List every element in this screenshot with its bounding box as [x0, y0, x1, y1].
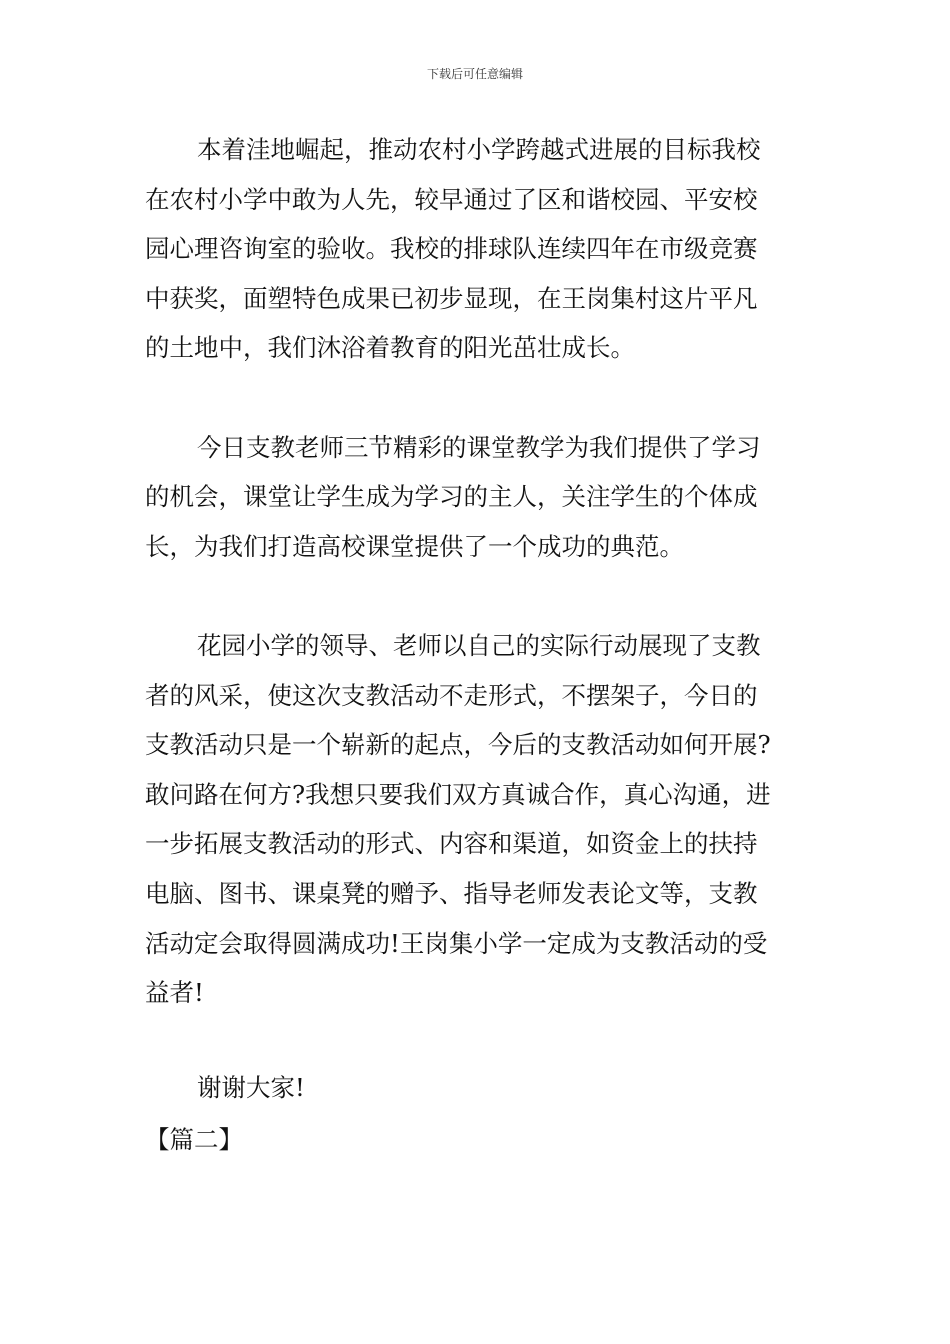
page-header: 下载后可任意编辑: [426, 67, 523, 81]
paragraph-spacer: [145, 571, 817, 621]
document-body: [145, 125, 817, 1112]
text-line: 支教活动只是一个崭新的起点，今后的支教活动如何开展?: [145, 730, 771, 760]
text-line: 本着洼地崛起，推动农村小学跨越式进展的目标我校: [197, 135, 761, 164]
text-line: 的土地中，我们沐浴着教育的阳光茁壮成长。: [145, 333, 635, 363]
text-line: 益者!: [145, 978, 204, 1008]
text-line: 电脑、图书、课桌凳的赠予、指导老师发表论文等，支教: [145, 878, 758, 908]
paragraph: [145, 423, 817, 572]
text-line: 的机会，课堂让学生成为学习的主人，关注学生的个体成: [145, 482, 758, 512]
text-line: 敢问路在何方?我想只要我们双方真诚合作，真心沟通，进: [145, 779, 771, 809]
paragraph: [145, 621, 817, 1018]
paragraph-spacer: [145, 1018, 817, 1063]
text-line: 长，为我们打造高校课堂提供了一个成功的典范。: [145, 531, 684, 561]
text-line: 园心理咨询室的验收。我校的排球队连续四年在市级竞赛: [145, 234, 758, 264]
closing-line: 谢谢大家!: [197, 1072, 305, 1102]
text-line: 活动定会取得圆满成功!王岗集小学一定成为支教活动的受: [145, 928, 768, 958]
text-line: 在农村小学中敢为人先，较早通过了区和谐校园、平安校: [145, 184, 758, 214]
paragraph: [145, 1063, 817, 1113]
text-line: 者的风采，使这次支教活动不走形式，不摆架子，今日的: [145, 680, 758, 710]
text-line: 中获奖，面塑特色成果已初步显现，在王岗集村这片平凡: [145, 283, 758, 313]
paragraph: [145, 125, 817, 373]
text-line: 一步拓展支教活动的形式、内容和渠道，如资金上的扶持: [145, 829, 758, 859]
paragraph-spacer: [145, 373, 817, 423]
section-title: 【篇二】: [145, 1125, 243, 1154]
text-line: 花园小学的领导、老师以自己的实际行动展现了支教: [197, 630, 761, 660]
text-line: 今日支教老师三节精彩的课堂教学为我们提供了学习: [197, 432, 761, 462]
